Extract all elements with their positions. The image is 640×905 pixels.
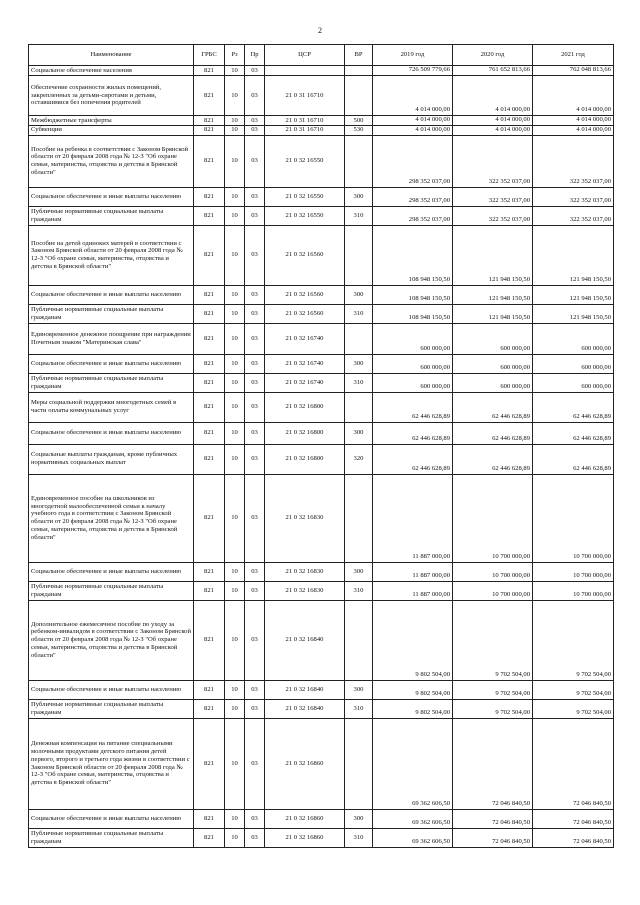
row-csr: 21 0 32 16840	[265, 699, 345, 718]
row-vr	[345, 600, 373, 680]
row-amount-2019: 11 887 000,00	[373, 474, 453, 562]
table-body	[29, 66, 614, 848]
row-amount-2020: 4 014 000,00	[453, 125, 533, 135]
row-name: Публичные нормативные социальные выплаты гражданам	[29, 304, 194, 323]
row-amount-2020: 121 948 150,50	[453, 285, 533, 304]
row-name: Межбюджетные трансферты	[29, 116, 194, 126]
row-name: Обеспечение сохранности жилых помещений, закрепленных за детьми-сиротами и детьми, оставшимися без попечения родителей	[29, 76, 194, 116]
row-name: Пособие на детей одиноких матерей в соответствии с Законом Брянской области от 20 февраля 2008 года № 12-З "Об охране семьи, материнства, отцовства и детства в Брянской области"	[29, 225, 194, 285]
row-csr: 21 0 31 16710	[265, 116, 345, 126]
row-pr: 03	[245, 474, 265, 562]
row-csr: 21 0 32 16840	[265, 680, 345, 699]
row-amount-2020: 72 046 840,50	[453, 828, 533, 847]
row-csr: 21 0 32 16560	[265, 225, 345, 285]
row-amount-2021: 10 700 000,00	[533, 474, 614, 562]
row-amount-2019: 69 362 606,50	[373, 828, 453, 847]
row-name: Публичные нормативные социальные выплаты гражданам	[29, 581, 194, 600]
row-vr	[345, 76, 373, 116]
row-amount-2019: 9 802 504,00	[373, 699, 453, 718]
row-name: Социальное обеспечение и иные выплаты населению	[29, 680, 194, 699]
row-vr	[345, 718, 373, 809]
row-csr: 21 0 32 16550	[265, 135, 345, 187]
row-vr: 530	[345, 125, 373, 135]
row-rz: 10	[225, 699, 245, 718]
table-row	[29, 304, 614, 323]
row-csr: 21 0 32 16740	[265, 373, 345, 392]
row-csr: 21 0 31 16710	[265, 76, 345, 116]
row-amount-2021: 121 948 150,50	[533, 304, 614, 323]
row-pr: 03	[245, 187, 265, 206]
row-grbs: 821	[194, 135, 225, 187]
row-csr: 21 0 32 16860	[265, 828, 345, 847]
row-grbs: 821	[194, 354, 225, 373]
row-name: Публичные нормативные социальные выплаты гражданам	[29, 373, 194, 392]
table-row	[29, 680, 614, 699]
row-csr: 21 0 32 16740	[265, 323, 345, 354]
row-amount-2021: 322 352 037,00	[533, 206, 614, 225]
row-vr: 310	[345, 581, 373, 600]
row-name: Единовременное денежное поощрение при награждении Почетным знаком "Материнская слава"	[29, 323, 194, 354]
row-amount-2020: 62 446 628,89	[453, 392, 533, 422]
row-amount-2019: 108 948 150,50	[373, 285, 453, 304]
row-amount-2021: 322 352 037,00	[533, 135, 614, 187]
table-row	[29, 323, 614, 354]
row-amount-2019: 600 000,00	[373, 354, 453, 373]
row-amount-2021: 600 000,00	[533, 323, 614, 354]
row-amount-2021: 600 000,00	[533, 373, 614, 392]
row-csr: 21 0 31 16710	[265, 125, 345, 135]
row-amount-2020: 322 352 037,00	[453, 187, 533, 206]
row-pr: 03	[245, 206, 265, 225]
row-amount-2019: 69 362 606,50	[373, 718, 453, 809]
row-amount-2020: 72 046 840,50	[453, 809, 533, 828]
row-grbs: 821	[194, 699, 225, 718]
row-pr: 03	[245, 581, 265, 600]
row-amount-2019: 9 802 504,00	[373, 680, 453, 699]
row-pr: 03	[245, 304, 265, 323]
header-name: Наименование	[29, 45, 194, 66]
row-pr: 03	[245, 809, 265, 828]
row-grbs: 821	[194, 125, 225, 135]
row-amount-2021: 9 702 504,00	[533, 680, 614, 699]
row-rz: 10	[225, 225, 245, 285]
row-amount-2020: 121 948 150,50	[453, 304, 533, 323]
row-amount-2019: 298 352 037,00	[373, 187, 453, 206]
table-row	[29, 562, 614, 581]
row-name: Социальное обеспечение и иные выплаты населению	[29, 285, 194, 304]
row-grbs: 821	[194, 392, 225, 422]
row-grbs: 821	[194, 718, 225, 809]
row-amount-2020: 121 948 150,50	[453, 225, 533, 285]
row-amount-2019: 108 948 150,50	[373, 304, 453, 323]
row-vr: 310	[345, 699, 373, 718]
row-grbs: 821	[194, 373, 225, 392]
row-pr: 03	[245, 392, 265, 422]
row-grbs: 821	[194, 187, 225, 206]
row-grbs: 821	[194, 680, 225, 699]
row-grbs: 821	[194, 66, 225, 76]
row-csr: 21 0 32 16830	[265, 581, 345, 600]
row-pr: 03	[245, 422, 265, 444]
row-amount-2021: 62 446 628,89	[533, 444, 614, 474]
row-amount-2019: 9 802 504,00	[373, 600, 453, 680]
table-row	[29, 187, 614, 206]
row-amount-2020: 10 700 000,00	[453, 581, 533, 600]
row-amount-2020: 600 000,00	[453, 354, 533, 373]
row-grbs: 821	[194, 323, 225, 354]
table-row	[29, 581, 614, 600]
header-rz: Рз	[225, 45, 245, 66]
row-name: Публичные нормативные социальные выплаты гражданам	[29, 828, 194, 847]
row-amount-2019: 11 887 000,00	[373, 562, 453, 581]
row-amount-2019: 69 362 606,50	[373, 809, 453, 828]
row-amount-2021: 10 700 000,00	[533, 581, 614, 600]
table-row	[29, 354, 614, 373]
row-pr: 03	[245, 680, 265, 699]
table-row	[29, 444, 614, 474]
row-rz: 10	[225, 600, 245, 680]
row-amount-2019: 600 000,00	[373, 373, 453, 392]
budget-table	[28, 44, 614, 848]
row-pr: 03	[245, 718, 265, 809]
row-csr: 21 0 32 16830	[265, 562, 345, 581]
row-amount-2021: 62 446 628,89	[533, 392, 614, 422]
row-amount-2019: 600 000,00	[373, 323, 453, 354]
row-amount-2021: 4 014 000,00	[533, 125, 614, 135]
row-amount-2020: 62 446 628,89	[453, 444, 533, 474]
row-amount-2020: 4 014 000,00	[453, 76, 533, 116]
row-rz: 10	[225, 680, 245, 699]
row-vr: 300	[345, 187, 373, 206]
row-pr: 03	[245, 125, 265, 135]
row-name: Социальное обеспечение и иные выплаты населению	[29, 809, 194, 828]
table-row	[29, 135, 614, 187]
row-vr	[345, 323, 373, 354]
row-grbs: 821	[194, 285, 225, 304]
row-pr: 03	[245, 135, 265, 187]
row-amount-2019: 726 509 779,66	[373, 66, 453, 76]
header-vr: ВР	[345, 45, 373, 66]
row-vr	[345, 392, 373, 422]
row-amount-2021: 9 702 504,00	[533, 699, 614, 718]
row-csr: 21 0 32 16830	[265, 474, 345, 562]
row-amount-2021: 9 702 504,00	[533, 600, 614, 680]
row-amount-2019: 108 948 150,50	[373, 225, 453, 285]
table-row	[29, 116, 614, 126]
table-header-row	[29, 45, 614, 66]
row-csr: 21 0 32 16550	[265, 187, 345, 206]
row-csr	[265, 66, 345, 76]
row-vr: 300	[345, 809, 373, 828]
table-row	[29, 474, 614, 562]
row-amount-2019: 4 014 000,00	[373, 125, 453, 135]
row-rz: 10	[225, 135, 245, 187]
row-vr	[345, 66, 373, 76]
row-rz: 10	[225, 392, 245, 422]
row-vr: 500	[345, 116, 373, 126]
row-amount-2019: 4 014 000,00	[373, 76, 453, 116]
table-row	[29, 392, 614, 422]
row-name: Публичные нормативные социальные выплаты гражданам	[29, 699, 194, 718]
table-row	[29, 285, 614, 304]
table-row	[29, 718, 614, 809]
row-name: Социальные выплаты гражданам, кроме публичных нормативных социальных выплат	[29, 444, 194, 474]
row-csr: 21 0 32 16840	[265, 600, 345, 680]
row-rz: 10	[225, 373, 245, 392]
row-amount-2019: 298 352 037,00	[373, 135, 453, 187]
row-rz: 10	[225, 444, 245, 474]
header-2019: 2019 год	[373, 45, 453, 66]
row-amount-2019: 298 352 037,00	[373, 206, 453, 225]
row-grbs: 821	[194, 828, 225, 847]
row-csr: 21 0 32 16800	[265, 422, 345, 444]
table-row	[29, 828, 614, 847]
row-vr: 310	[345, 206, 373, 225]
row-rz: 10	[225, 474, 245, 562]
row-name: Социальное обеспечение и иные выплаты населению	[29, 422, 194, 444]
row-grbs: 821	[194, 581, 225, 600]
row-amount-2019: 62 446 628,89	[373, 422, 453, 444]
row-amount-2021: 72 046 840,50	[533, 809, 614, 828]
row-grbs: 821	[194, 809, 225, 828]
row-rz: 10	[225, 76, 245, 116]
page-number: 2	[318, 26, 322, 35]
row-pr: 03	[245, 285, 265, 304]
row-name: Публичные нормативные социальные выплаты гражданам	[29, 206, 194, 225]
row-vr: 310	[345, 373, 373, 392]
row-csr: 21 0 32 16860	[265, 809, 345, 828]
row-csr: 21 0 32 16800	[265, 444, 345, 474]
row-rz: 10	[225, 206, 245, 225]
row-grbs: 821	[194, 116, 225, 126]
row-name: Дополнительное ежемесячное пособие по уходу за ребенком-инвалидом в соответствии с Законом Брянской области от 20 февраля 2008 года № 12-З "Об охране семьи, материнства, отцовства и детства в Брянской области"	[29, 600, 194, 680]
row-amount-2021: 121 948 150,50	[533, 285, 614, 304]
row-rz: 10	[225, 323, 245, 354]
row-amount-2020: 72 046 840,50	[453, 718, 533, 809]
row-pr: 03	[245, 225, 265, 285]
row-pr: 03	[245, 699, 265, 718]
row-grbs: 821	[194, 600, 225, 680]
row-grbs: 821	[194, 225, 225, 285]
row-name: Денежная компенсация на питание специальными молочными продуктами детского питания детей первого, второго и третьего года жизни в соответствии с Законом Брянской области от 20 февраля 2008 года № 12-З "Об охране семьи, материнства, отцовства и детства в Брянской области"	[29, 718, 194, 809]
table-row	[29, 600, 614, 680]
row-amount-2021: 322 352 037,00	[533, 187, 614, 206]
header-csr: ЦСР	[265, 45, 345, 66]
row-vr: 310	[345, 828, 373, 847]
row-name: Социальное обеспечение и иные выплаты населению	[29, 354, 194, 373]
row-grbs: 821	[194, 474, 225, 562]
row-amount-2020: 4 014 000,00	[453, 116, 533, 126]
row-rz: 10	[225, 562, 245, 581]
table-row	[29, 373, 614, 392]
row-amount-2020: 10 700 000,00	[453, 474, 533, 562]
row-csr: 21 0 32 16860	[265, 718, 345, 809]
row-grbs: 821	[194, 422, 225, 444]
row-name: Единовременное пособие на школьников из многодетной малообеспеченной семьи к началу учебного года в соответствии с Законом Брянской области от 20 февраля 2008 года № 12-З "Об охране семьи, материнства, отцовства и детства в Брянской области"	[29, 474, 194, 562]
row-rz: 10	[225, 125, 245, 135]
row-grbs: 821	[194, 76, 225, 116]
row-vr: 300	[345, 680, 373, 699]
row-rz: 10	[225, 66, 245, 76]
row-rz: 10	[225, 304, 245, 323]
row-rz: 10	[225, 422, 245, 444]
row-pr: 03	[245, 562, 265, 581]
row-rz: 10	[225, 187, 245, 206]
row-amount-2019: 62 446 628,89	[373, 444, 453, 474]
row-name: Субвенции	[29, 125, 194, 135]
row-grbs: 821	[194, 562, 225, 581]
row-name: Социальное обеспечение и иные выплаты населению	[29, 562, 194, 581]
row-grbs: 821	[194, 304, 225, 323]
table-row	[29, 66, 614, 76]
row-amount-2020: 600 000,00	[453, 373, 533, 392]
header-pr: Пр	[245, 45, 265, 66]
row-csr: 21 0 32 16740	[265, 354, 345, 373]
row-amount-2020: 761 652 813,66	[453, 66, 533, 76]
row-name: Меры социальной поддержки многодетных семей в части оплаты коммунальных услуг	[29, 392, 194, 422]
row-amount-2019: 62 446 628,89	[373, 392, 453, 422]
header-grbs: ГРБС	[194, 45, 225, 66]
table-row	[29, 225, 614, 285]
row-amount-2021: 4 014 000,00	[533, 76, 614, 116]
row-pr: 03	[245, 828, 265, 847]
row-amount-2021: 10 700 000,00	[533, 562, 614, 581]
row-vr	[345, 135, 373, 187]
row-amount-2021: 72 046 840,50	[533, 718, 614, 809]
row-amount-2021: 4 014 000,00	[533, 116, 614, 126]
row-rz: 10	[225, 828, 245, 847]
row-vr: 300	[345, 562, 373, 581]
row-name: Пособие на ребенка в соответствии с Законом Брянской области от 20 февраля 2008 года № 12-З "Об охране семьи, материнства, отцовства и детства в Брянской области"	[29, 135, 194, 187]
row-vr	[345, 225, 373, 285]
row-rz: 10	[225, 718, 245, 809]
row-amount-2020: 9 702 504,00	[453, 699, 533, 718]
table-row	[29, 125, 614, 135]
row-amount-2021: 600 000,00	[533, 354, 614, 373]
row-pr: 03	[245, 373, 265, 392]
table-row	[29, 206, 614, 225]
row-csr: 21 0 32 16560	[265, 285, 345, 304]
row-vr: 300	[345, 285, 373, 304]
row-vr	[345, 474, 373, 562]
row-amount-2020: 9 702 504,00	[453, 600, 533, 680]
row-amount-2020: 9 702 504,00	[453, 680, 533, 699]
row-vr: 300	[345, 422, 373, 444]
row-amount-2020: 322 352 037,00	[453, 206, 533, 225]
row-amount-2020: 600 000,00	[453, 323, 533, 354]
row-rz: 10	[225, 581, 245, 600]
table-row	[29, 76, 614, 116]
row-rz: 10	[225, 809, 245, 828]
row-pr: 03	[245, 323, 265, 354]
row-name: Социальное обеспечение и иные выплаты населению	[29, 187, 194, 206]
row-amount-2020: 10 700 000,00	[453, 562, 533, 581]
row-amount-2020: 322 352 037,00	[453, 135, 533, 187]
row-csr: 21 0 32 16560	[265, 304, 345, 323]
row-vr: 300	[345, 354, 373, 373]
table-row	[29, 422, 614, 444]
row-amount-2020: 62 446 628,89	[453, 422, 533, 444]
row-pr: 03	[245, 444, 265, 474]
row-csr: 21 0 32 16550	[265, 206, 345, 225]
row-grbs: 821	[194, 206, 225, 225]
row-pr: 03	[245, 600, 265, 680]
row-amount-2021: 121 948 150,50	[533, 225, 614, 285]
row-amount-2021: 72 046 840,50	[533, 828, 614, 847]
row-pr: 03	[245, 354, 265, 373]
row-pr: 03	[245, 66, 265, 76]
row-pr: 03	[245, 76, 265, 116]
table-row	[29, 699, 614, 718]
table-row	[29, 809, 614, 828]
row-rz: 10	[225, 116, 245, 126]
row-amount-2019: 4 014 000,00	[373, 116, 453, 126]
row-vr: 310	[345, 304, 373, 323]
row-rz: 10	[225, 354, 245, 373]
row-grbs: 821	[194, 444, 225, 474]
row-amount-2019: 11 887 000,00	[373, 581, 453, 600]
row-pr: 03	[245, 116, 265, 126]
row-vr: 320	[345, 444, 373, 474]
row-name: Социальное обеспечение населения	[29, 66, 194, 76]
header-2021: 2021 год	[533, 45, 614, 66]
row-csr: 21 0 32 16800	[265, 392, 345, 422]
row-amount-2021: 62 446 628,89	[533, 422, 614, 444]
header-2020: 2020 год	[453, 45, 533, 66]
row-amount-2021: 762 048 813,66	[533, 66, 614, 76]
row-rz: 10	[225, 285, 245, 304]
